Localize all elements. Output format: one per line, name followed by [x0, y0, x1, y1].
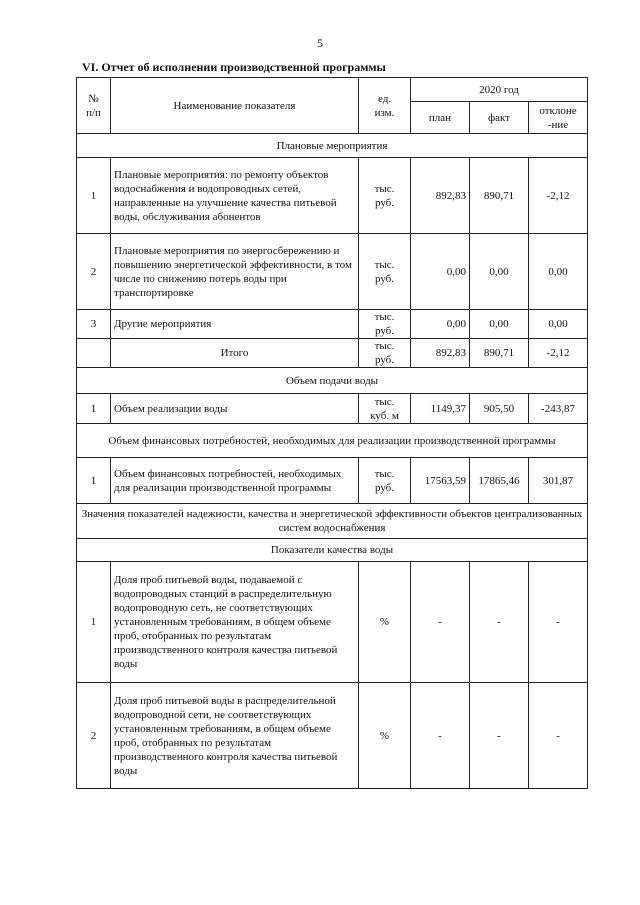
header-num: № п/п: [77, 78, 111, 134]
row-unit: %: [359, 683, 411, 789]
row-fact: 890,71: [470, 339, 529, 368]
section-title: VI. Отчет об исполнении производственной программы: [82, 60, 386, 74]
row-num: 1: [77, 158, 111, 234]
row-unit: %: [359, 562, 411, 683]
row-num: 2: [77, 234, 111, 310]
row-deviation: -2,12: [529, 158, 588, 234]
row-name: Итого: [111, 339, 359, 368]
row-name: Объем финансовых потребностей, необходимых для реализации производственной программы: [111, 458, 359, 504]
table-row: [77, 394, 588, 424]
row-name: Плановые мероприятия по энергосбережению и повышению энергетической эффективности, в том числе по снижению потерь воды при транспортировке: [111, 234, 359, 310]
row-deviation: 301,87: [529, 458, 588, 504]
table-row: [77, 562, 588, 683]
row-unit: тыс. куб. м: [359, 394, 411, 424]
header-unit: ед. изм.: [359, 78, 411, 134]
row-deviation: -2,12: [529, 339, 588, 368]
row-plan: -: [411, 683, 470, 789]
row-unit: тыс. руб.: [359, 339, 411, 368]
row-unit: тыс. руб.: [359, 158, 411, 234]
row-plan: 17563,59: [411, 458, 470, 504]
row-num: [77, 339, 111, 368]
section-label: Значения показателей надежности, качества и энергетической эффективности объектов централизованных систем водоснабжения: [77, 504, 588, 539]
table-row: [77, 158, 588, 234]
row-name: Объем реализации воды: [111, 394, 359, 424]
header-year: 2020 год: [411, 78, 588, 102]
header-deviation: отклоне -ние: [529, 102, 588, 134]
table-row: [77, 234, 588, 310]
row-fact: -: [470, 562, 529, 683]
row-fact: 0,00: [470, 234, 529, 310]
production-program-report-table: [76, 77, 588, 789]
row-name: Доля проб питьевой воды в распределительной водопроводной сети, не соответствующих установленным требованиям, в общем объеме проб, отобранных по результатам производственного контроля качества питьевой воды: [111, 683, 359, 789]
row-plan: 1149,37: [411, 394, 470, 424]
row-deviation: -243,87: [529, 394, 588, 424]
row-fact: 0,00: [470, 310, 529, 339]
row-plan: 0,00: [411, 310, 470, 339]
row-fact: 17865,46: [470, 458, 529, 504]
row-deviation: 0,00: [529, 310, 588, 339]
row-unit: тыс. руб.: [359, 458, 411, 504]
row-unit: тыс. руб.: [359, 310, 411, 339]
table-row: [77, 310, 588, 339]
total-row: [77, 339, 588, 368]
row-deviation: 0,00: [529, 234, 588, 310]
section-row-planned: [77, 134, 588, 158]
row-fact: 905,50: [470, 394, 529, 424]
header-name: Наименование показателя: [111, 78, 359, 134]
row-num: 1: [77, 562, 111, 683]
row-fact: -: [470, 683, 529, 789]
section-label: Объем финансовых потребностей, необходимых для реализации производственной программы: [77, 424, 588, 458]
table-row: [77, 683, 588, 789]
row-num: 1: [77, 458, 111, 504]
page-number: 5: [317, 36, 323, 50]
row-plan: -: [411, 562, 470, 683]
row-plan: 892,83: [411, 158, 470, 234]
row-plan: 892,83: [411, 339, 470, 368]
row-plan: 0,00: [411, 234, 470, 310]
header-plan: план: [411, 102, 470, 134]
section-row-supply: [77, 368, 588, 394]
table-header-row: [77, 78, 588, 102]
row-num: 3: [77, 310, 111, 339]
row-unit: тыс. руб.: [359, 234, 411, 310]
section-row-indicators: [77, 504, 588, 539]
section-row-quality: [77, 539, 588, 562]
table-row: [77, 458, 588, 504]
section-label: Показатели качества воды: [77, 539, 588, 562]
section-label: Объем подачи воды: [77, 368, 588, 394]
row-deviation: -: [529, 683, 588, 789]
row-name: Плановые мероприятия: по ремонту объектов водоснабжения и водопроводных сетей, направленные на улучшение качества питьевой воды, обслуживания абонентов: [111, 158, 359, 234]
section-row-financial: [77, 424, 588, 458]
row-name: Доля проб питьевой воды, подаваемой с водопроводных станций в распределительную водопроводную сеть, не соответствующих установленным требованиям, в общем объеме проб, отобранных по результатам производственного контроля качества питьевой воды: [111, 562, 359, 683]
header-fact: факт: [470, 102, 529, 134]
row-num: 1: [77, 394, 111, 424]
row-num: 2: [77, 683, 111, 789]
section-label: Плановые мероприятия: [77, 134, 588, 158]
row-name: Другие мероприятия: [111, 310, 359, 339]
row-fact: 890,71: [470, 158, 529, 234]
row-deviation: -: [529, 562, 588, 683]
